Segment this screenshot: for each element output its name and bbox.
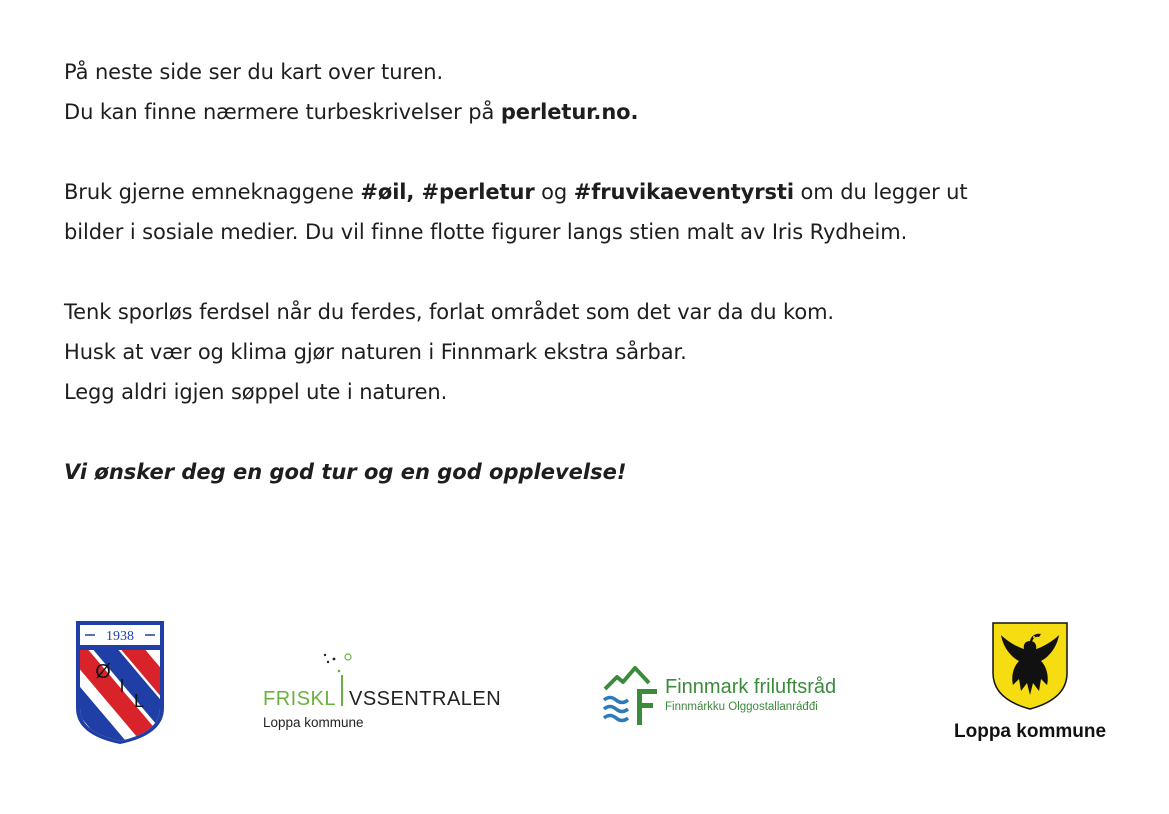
loppa-name: Loppa kommune — [954, 721, 1107, 742]
text-segment: bilder i sosiale medier. Du vil finne flotte figurer langs stien malt av Iris Rydheim. — [64, 220, 908, 244]
frisklivssentralen-logo — [262, 650, 502, 740]
paragraphs — [64, 52, 1104, 412]
text-segment: Legg aldri igjen søppel ute i naturen. — [64, 380, 448, 404]
loppa-kommune-logo — [950, 618, 1110, 748]
paragraph — [64, 52, 1104, 132]
finnmark-friluftsrad-logo — [602, 663, 852, 733]
paragraph-line — [64, 372, 1104, 412]
paragraph-line — [64, 292, 1104, 332]
paragraph-line — [64, 52, 1104, 92]
paragraph-line — [64, 92, 1104, 132]
oil-year: 1938 — [106, 629, 134, 644]
frisk-word-b: VSSENTRALEN — [349, 688, 502, 710]
paragraph-line — [64, 332, 1104, 372]
bold-text: #fruvikaeventyrsti — [573, 180, 794, 204]
text-segment: Husk at vær og klima gjør naturen i Finnmark ekstra sårbar. — [64, 340, 687, 364]
finnmark-subtitle: Finnmárkku Olggostallanráđđi — [665, 701, 818, 713]
text-segment: og — [534, 180, 574, 204]
text-segment: Tenk sporløs ferdsel når du ferdes, forlat området som det var da du kom. — [64, 300, 834, 324]
paragraph — [64, 172, 1104, 252]
text-segment: om du legger ut — [793, 180, 968, 204]
oil-letter-l: L — [133, 691, 145, 711]
bold-text: perletur.no. — [500, 100, 639, 124]
text-segment: Bruk gjerne emneknaggene — [64, 180, 361, 204]
finnmark-title: Finnmark friluftsråd — [665, 676, 837, 698]
oil-logo — [75, 620, 165, 744]
finnmark-mountain-icon — [602, 663, 662, 729]
oil-letter-i: I — [119, 676, 125, 696]
paragraph-line — [64, 212, 1104, 252]
bold-text: #øil, #perletur — [360, 180, 535, 204]
text-segment: Du kan finne nærmere turbeskrivelser på — [64, 100, 501, 124]
closing-line: Vi ønsker deg en god tur og en god opplevelse! — [64, 460, 627, 484]
frisk-word-a: FRISKL — [263, 688, 337, 710]
paragraph — [64, 292, 1104, 412]
body-text — [64, 52, 1104, 492]
paragraph-line — [64, 172, 1104, 212]
loppa-coat-of-arms-icon — [991, 621, 1069, 711]
frisk-subtitle: Loppa kommune — [263, 715, 364, 730]
text-segment: På neste side ser du kart over turen. — [64, 60, 444, 84]
oil-letter-o: Ø — [95, 661, 111, 683]
